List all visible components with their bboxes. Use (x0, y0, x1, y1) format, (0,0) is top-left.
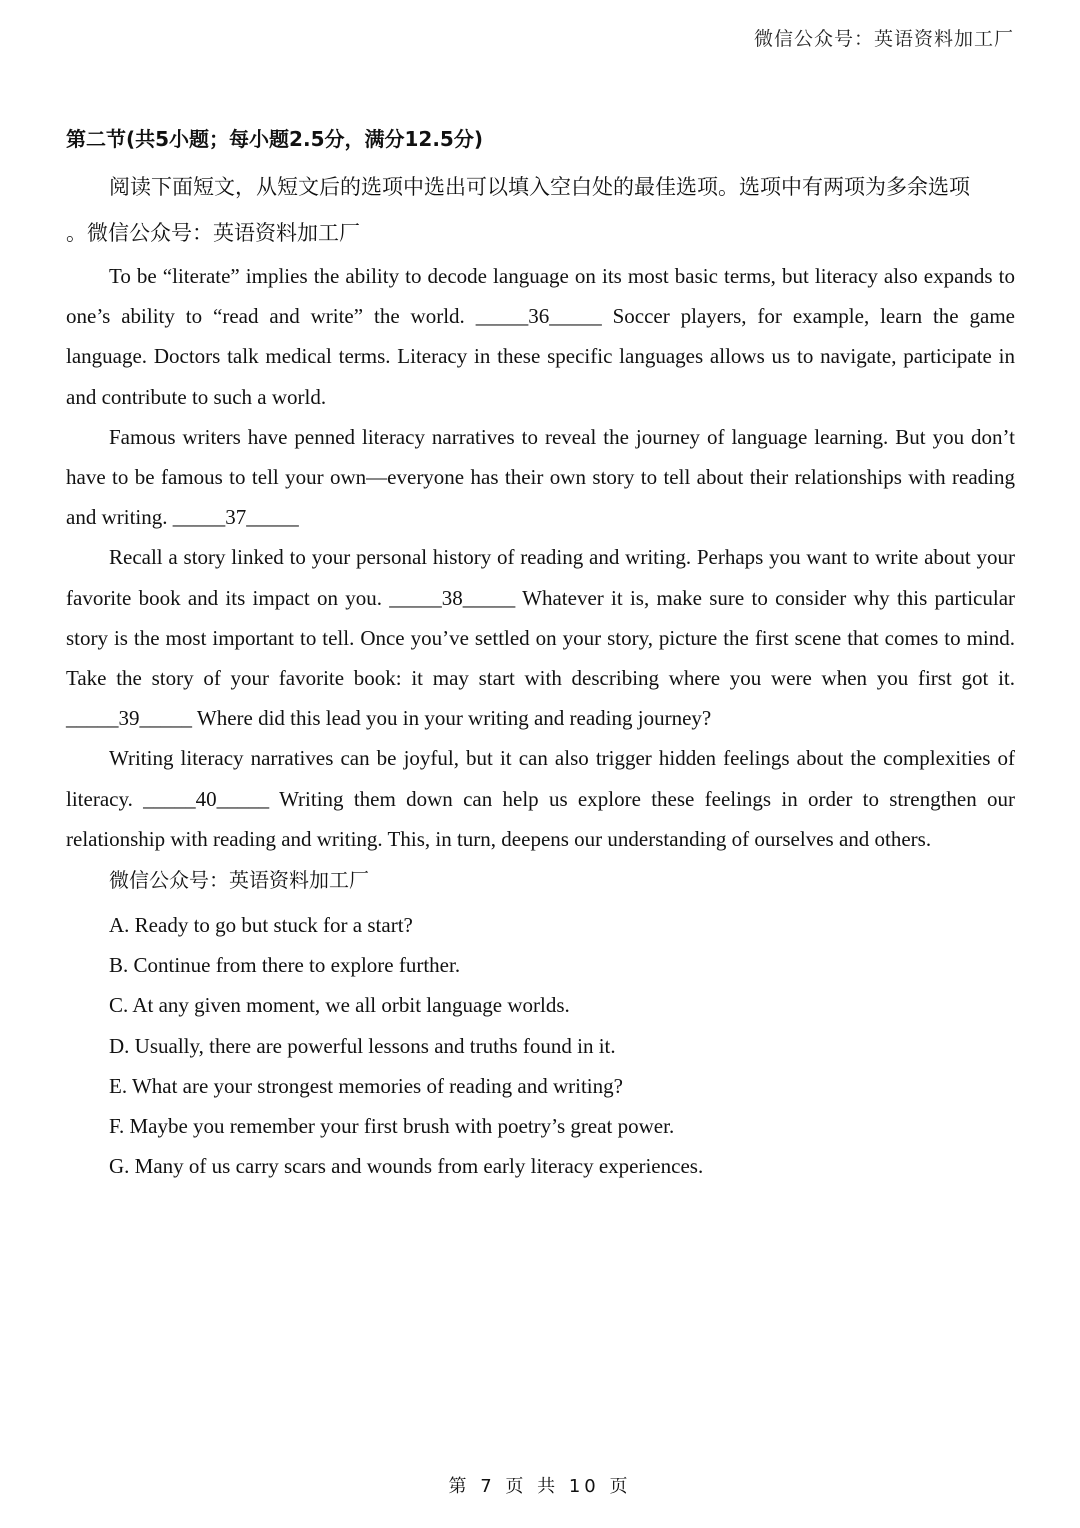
passage-text: Soccer players, for example, learn the game language. Doctors talk medical terms. Literacy in these specific languages allows us to navigate, participate in and contribute to such a world. (66, 304, 1016, 409)
blank-38: _____38_____ (389, 585, 516, 610)
blank-37: _____37_____ (172, 505, 299, 530)
passage-text: Recall a story linked to your personal history of reading and writing. Perhaps you want to write about your favorite book and its impact on you. (66, 545, 1015, 610)
section-instruction-tail: 。微信公众号：英语资料加工厂 (66, 221, 360, 245)
passage-paragraph-4 (66, 738, 1015, 859)
document-body (66, 122, 1015, 1186)
option-e: E. What are your strongest memories of reading and writing? (109, 1073, 623, 1098)
passage-paragraph-1 (66, 256, 1015, 417)
passage-text: Where did this lead you in your writing and reading journey? (196, 706, 712, 731)
blank-39: _____39_____ (66, 706, 192, 731)
passage-text: Writing literacy narratives can be joyful, but it can also trigger hidden feelings about the complexities of literacy. (66, 746, 1015, 811)
passage-paragraph-3 (66, 537, 1015, 738)
section-title: 第二节(共5小题；每小题2.5分，满分12.5分) (66, 127, 483, 151)
passage-paragraph-2 (66, 417, 1015, 538)
option-d: D. Usually, there are powerful lessons and truths found in it. (109, 1033, 616, 1058)
option-g: G. Many of us carry scars and wounds from early literacy experiences. (109, 1154, 704, 1179)
passage-text: Famous writers have penned literacy narratives to reveal the journey of language learning. But you don’t have to be famous to tell your own—everyone has their own story to tell about their relationships with reading and writing. (66, 424, 1015, 530)
option-b: B. Continue from there to explore further. (109, 953, 461, 978)
option-c: C. At any given moment, we all orbit language worlds. (109, 993, 570, 1018)
option-a: A. Ready to go but stuck for a start? (109, 913, 413, 938)
blank-40: _____40_____ (143, 786, 270, 811)
watermark-line: 微信公众号：英语资料加工厂 (109, 868, 369, 893)
options-list (109, 905, 1015, 1186)
passage-text: Whatever it is, make sure to consider why this particular story is the most important to tell. Once you’ve settled on your story, picture the first scene that comes to mind. Take the story of your favorite book: it may start with describing where you were when you first got it. (66, 585, 1016, 691)
blank-36: _____36_____ (475, 304, 602, 329)
page-number: 第 7 页 共 10 页 (448, 1476, 632, 1497)
section-instruction: 阅读下面短文，从短文后的选项中选出可以填入空白处的最佳选项。选项中有两项为多余选项 (109, 175, 970, 199)
header-wechat-note: 微信公众号：英语资料加工厂 (753, 28, 1014, 50)
passage-text: To be “literate” implies the ability to decode language on its most basic terms, but literacy also expands to one’s ability to “read and write” the world. (66, 264, 1015, 329)
option-f: F. Maybe you remember your first brush with poetry’s great power. (109, 1114, 675, 1139)
passage-text: Writing them down can help us explore these feelings in order to strengthen our relationship with reading and writing. This, in turn, deepens our understanding of ourselves and others. (66, 786, 1016, 851)
